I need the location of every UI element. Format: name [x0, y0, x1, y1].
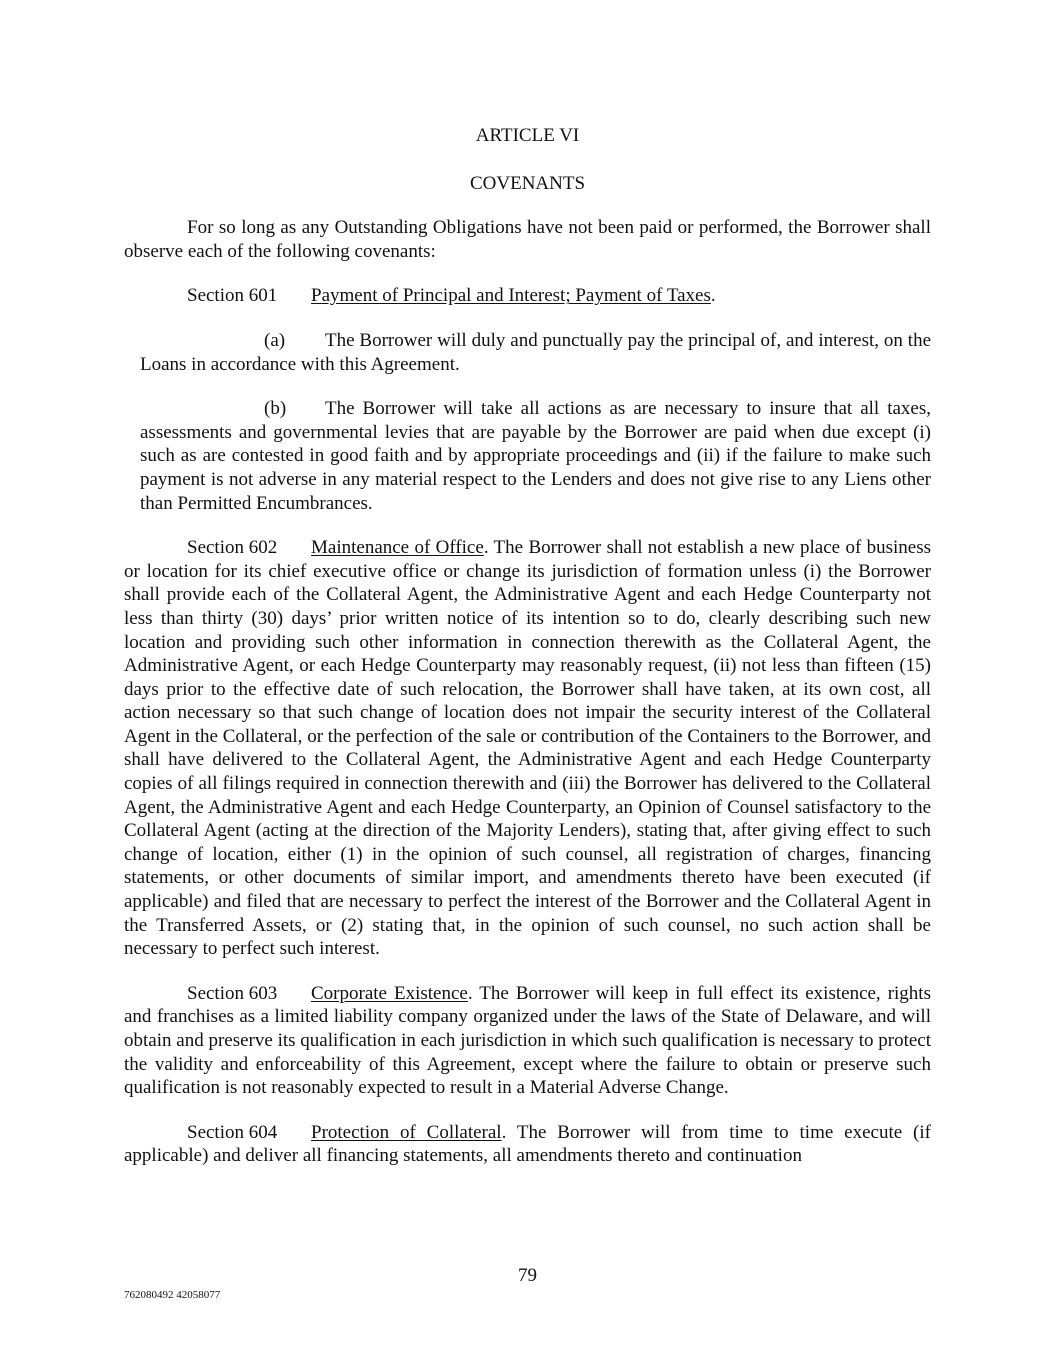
section-604-paragraph: [124, 1121, 931, 1168]
section-602-paragraph: [124, 536, 931, 961]
section-603-body: . The Borrower will keep in full effect its existence, rights and franchises as a limited liability company organized under the laws of the State of Delaware, and will obtain and preserve its qualification in each jurisdiction in which such qualification is necessary to protect the validity and enforceability of this Agreement, except where the failure to obtain or preserve such qualification is not reasonably expected to result in a Material Adverse Change.: [124, 982, 931, 1099]
article-heading: COVENANTS: [469, 172, 586, 194]
article-title: ARTICLE VI: [475, 125, 580, 146]
section-601-heading: [124, 284, 931, 308]
clause-a-label: (a): [264, 329, 286, 351]
clause-a-text: The Borrower will duly and punctually pay the principal of, and interest, on the Loans in accordance with this Agreement.: [140, 329, 931, 375]
section-601-title: Payment of Principal and Interest; Payment of Taxes: [311, 285, 711, 307]
intro-paragraph: For so long as any Outstanding Obligations have not been paid or performed, the Borrower shall observe each of the following covenants:: [124, 217, 931, 262]
section-603-paragraph: [124, 982, 931, 1100]
section-602-number: Section 602: [187, 537, 278, 559]
document-page: [124, 124, 931, 1189]
section-602-title: Maintenance of Office: [311, 537, 484, 559]
clause-b-text: The Borrower will take all actions as are necessary to insure that all taxes, assessments and governmental levies that are payable by the Borrower are paid when due except (i) such as are contested in good faith and by appropriate proceedings and (ii) if the failure to make such payment is not adverse in any material respect to the Lenders and does not give rise to any Liens other than Permitted Encumbrances.: [140, 398, 931, 514]
section-601-title-suffix: .: [710, 285, 716, 307]
section-603-title: Corporate Existence: [311, 982, 468, 1004]
section-604-body: . The Borrower will from time to time execute (if applicable) and deliver all financing statements, all amendments thereto and continuation: [124, 1121, 931, 1167]
section-603-number: Section 603: [187, 982, 278, 1004]
section-601-clause-a: [140, 329, 931, 376]
section-602-body: . The Borrower shall not establish a new place of business or location for its chief executive office or change its jurisdiction of formation unless (i) the Borrower shall provide each of the Collateral Agent, the Administrative Agent and each Hedge Counterparty not less than thirty (30) days’ prior written notice of its intention so to do, clearly describing such new location and providing such other information in connection therewith as the Collateral Agent, the Administrative Agent, or each Hedge Counterparty may reasonably request, (ii) not less than fifteen (15) days prior to the effective date of such relocation, the Borrower shall have taken, at its own cost, all action necessary so that such change of location does not impair the security interest of the Collateral Agent in the Collateral, or the perfection of the sale or contribution of the Containers to the Borrower, and shall have delivered to the Collateral Agent, the Administrative Agent and each Hedge Counterparty copies of all filings required in connection therewith and (iii) the Borrower has delivered to the Collateral Agent, the Administrative Agent and each Hedge Counterparty, an Opinion of Counsel satisfactory to the Collateral Agent (acting at the direction of the Majority Lenders), stating that, after giving effect to such change of location, either (1) in the opinion of such counsel, all registration of charges, financing statements, or other documents of similar import, and amendments thereto have been executed (if applicable) and filed that are necessary to perfect the interest of the Borrower and the Collateral Agent in the Transferred Assets, or (2) stating that, in the opinion of such counsel, no such action shall be necessary to perfect such interest.: [124, 537, 932, 960]
section-601-clause-b: [140, 397, 931, 515]
page-number: 79: [518, 1265, 537, 1286]
clause-b-label: (b): [264, 398, 287, 420]
section-601-number: Section 601: [187, 285, 278, 307]
section-604-title: Protection of Collateral: [311, 1121, 502, 1143]
document-id: 762080492 42058077: [124, 1289, 221, 1301]
section-604-number: Section 604: [187, 1121, 278, 1143]
